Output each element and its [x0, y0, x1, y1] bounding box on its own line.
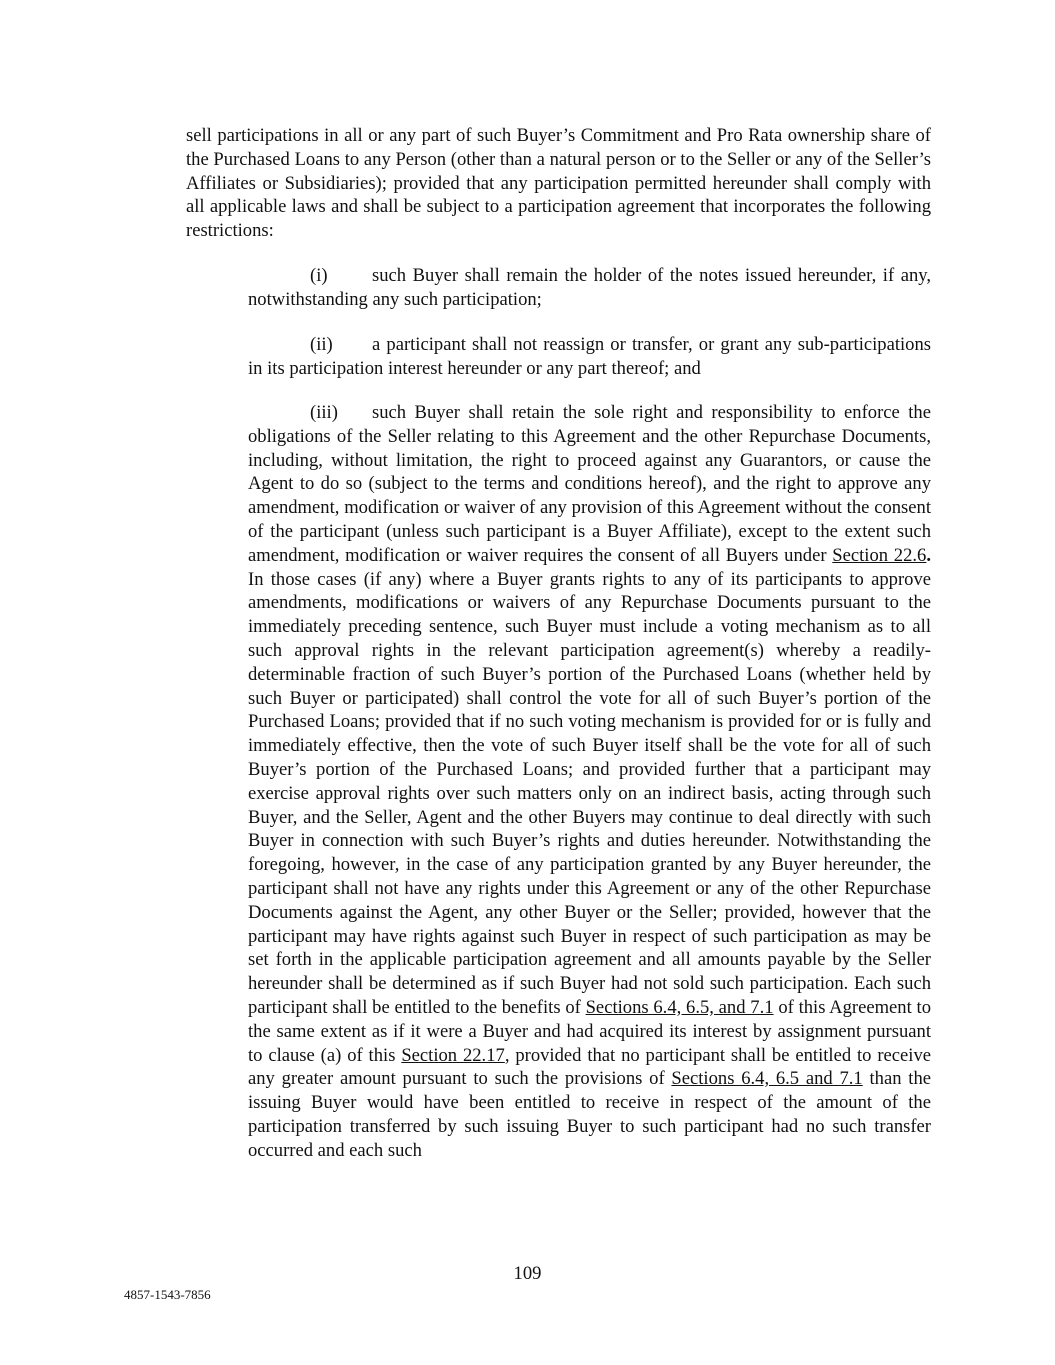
clause-text: In those cases (if any) where a Buyer grants rights to any of its participants to approve amendments, modifications or waivers of any Repurchase Documents pursuant to the immediately preceding sentence, such Buyer must include a voting mechanism as to all such approval rights in the relevant participation agreement(s) whereby a readily-determinable fraction of such Buyer’s portion of the Purchased Loans (whether held by such Buyer or participated) shall control the vote for all of such Buyer’s portion of the Purchased Loans; provided that if no such voting mechanism is provided for or is fully and immediately effective, then the vote of such Buyer itself shall be the vote for all of such Buyer’s portion of the Purchased Loans; and provided further that a participant may exercise approval rights over such matters only on an indirect basis, acting through such Buyer, and the Seller, Agent and the other Buyers may continue to deal directly with such Buyer in connection with such Buyer’s rights and duties hereunder. Notwithstanding the foregoing, however, in the case of any participation granted by any Buyer hereunder, the participant shall not have any rights under this Agreement or any of the other Repurchase Documents against the Agent, any other Buyer or the Seller; provided, however that the participant may have rights against such Buyer in respect of such participation as may be set forth in the applicable participation agreement and all amounts payable by the Seller hereunder shall be determined as if such Buyer had not sold such participation. Each such participant shall be entitled to the benefits of [248, 568, 931, 1018]
clause-item-i [248, 264, 931, 312]
clause-text: than the issuing Buyer would have been entitled to receive in respect of the amount of the participation transferred by such issuing Buyer to such participant had no such transfer occurred and each such [248, 1068, 932, 1161]
clause-item-ii [248, 333, 931, 381]
section-reference-link[interactable]: Sections 6.4, 6.5, and 7.1 [585, 996, 774, 1018]
clause-text: such Buyer shall retain the sole right and responsibility to enforce the obligations of the Seller relating to this Agreement and the other Repurchase Documents, including, without limitation, the right to proceed against any Guarantors, or cause the Agent to do so (subject to the terms and conditions hereof), and the right to approve any amendment, modification or waiver of any provision of this Agreement without the consent of the participant (unless such participant is a Buyer Affiliate), except to the extent such amendment, modification or waiver requires the consent of all Buyers under [248, 402, 931, 566]
clause-text: . [926, 544, 932, 566]
lead-paragraph: sell participations in all or any part of such Buyer’s Commitment and Pro Rata ownership share of the Purchased Loans to any Person (other than a natural person or to the Seller or any of the Seller’s Affiliates or Subsidiaries); provided that any participation permitted hereunder shall comply with all applicable laws and shall be subject to a participation agreement that incorporates the following restrictions: [186, 125, 931, 242]
page-number: 109 [513, 1263, 542, 1284]
clause-item-iii [248, 401, 931, 1163]
document-id: 4857-1543-7856 [124, 1287, 211, 1302]
clause-text: such Buyer shall remain the holder of the notes issued hereunder, if any, notwithstanding any such participation; [248, 265, 931, 310]
clause-text: , provided that no participant shall be entitled to receive any greater amount pursuant to such the provisions of [248, 1044, 932, 1090]
section-reference-link[interactable]: Section 22.17 [401, 1044, 505, 1066]
clause-number: (iii) [310, 402, 338, 423]
section-reference-link[interactable]: Sections 6.4, 6.5 and 7.1 [671, 1068, 863, 1090]
clause-text: a participant shall not reassign or transfer, or grant any sub-participations in its participation interest hereunder or any part thereof; and [248, 334, 931, 379]
clause-number: (i) [310, 265, 328, 286]
clause-text: of this Agreement to the same extent as if it were a Buyer and had acquired its interest by assignment pursuant to clause (a) of this [248, 996, 931, 1066]
section-reference-link[interactable]: Section 22.6 [832, 544, 927, 566]
clause-number: (ii) [310, 334, 333, 355]
